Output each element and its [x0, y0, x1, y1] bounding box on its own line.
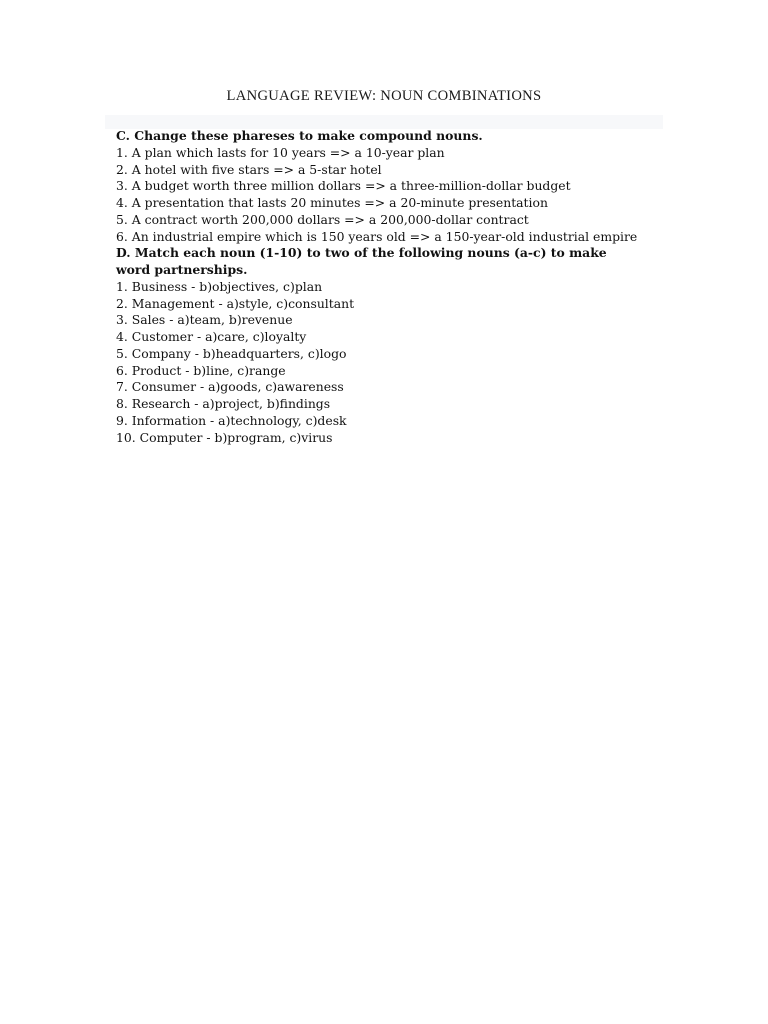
list-item: 8. Research - a)project, b)findings: [116, 396, 331, 411]
list-item: 9. Information - a)technology, c)desk: [116, 412, 347, 428]
section-shading: [105, 115, 663, 129]
list-item: 7. Consumer - a)goods, c)awareness: [116, 379, 344, 395]
list-item: 2. A hotel with five stars => a 5-star hotel: [116, 161, 382, 177]
list-item: 3. A budget worth three million dollars => a three-million-dollar budget: [116, 178, 571, 194]
list-item: 1. Business - b)objectives, c)plan: [116, 278, 323, 294]
list-item: 4. A presentation that lasts 20 minutes => a 20-minute presentation: [116, 195, 548, 210]
section-c-list: [116, 145, 636, 246]
section-d-heading: D. Match each noun (1-10) to two of the following nouns (a-c) to make word partnerships.: [116, 245, 607, 277]
list-item: 6. An industrial empire which is 150 years old => a 150-year-old industrial empire: [116, 228, 638, 244]
list-item: 4. Customer - a)care, c)loyalty: [116, 329, 307, 344]
list-item: 1. A plan which lasts for 10 years => a 10-year plan: [116, 144, 445, 160]
list-item: 3. Sales - a)team, b)revenue: [116, 312, 293, 328]
document-title: LANGUAGE REVIEW: NOUN COMBINATIONS: [226, 88, 542, 104]
list-item: 6. Product - b)line, c)range: [116, 362, 286, 378]
section-d-list: [116, 279, 636, 447]
list-item: 2. Management - a)style, c)consultant: [116, 295, 355, 311]
list-item: 10. Computer - b)program, c)virus: [116, 429, 333, 445]
section-c-heading: C. Change these phareses to make compound nouns.: [116, 128, 483, 143]
document-body: [116, 128, 636, 446]
list-item: 5. Company - b)headquarters, c)logo: [116, 345, 347, 361]
list-item: 5. A contract worth 200,000 dollars => a 200,000-dollar contract: [116, 211, 529, 227]
